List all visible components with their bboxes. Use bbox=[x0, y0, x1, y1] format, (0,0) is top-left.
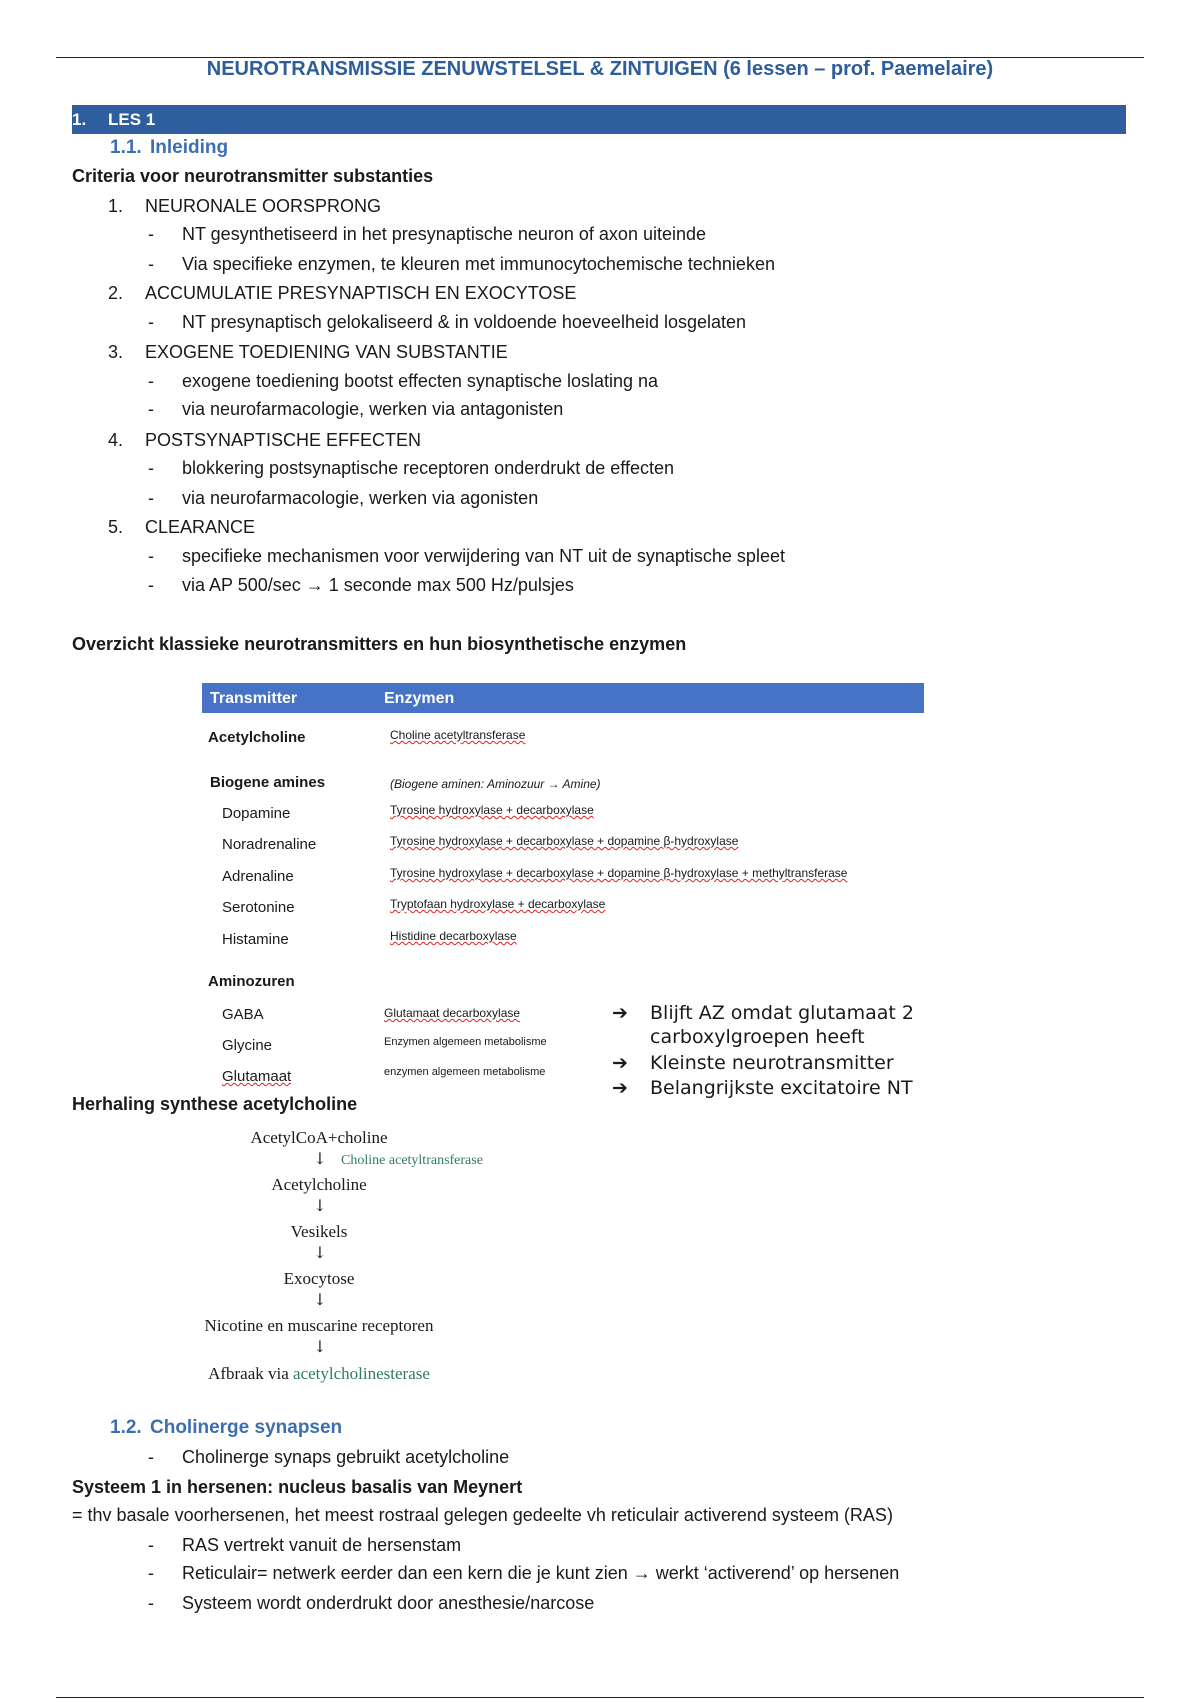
enzyme-text: Tyrosine hydroxylase + decarboxylase + dopamine β-hydroxylase bbox=[390, 834, 739, 848]
system1-bullet: - Systeem wordt onderdrukt door anesthesie/narcose bbox=[148, 1593, 595, 1613]
criterion-bullet: - blokkering postsynaptische receptoren onderdrukt de effecten bbox=[148, 458, 674, 478]
enzyme-text: enzymen algemeen metabolisme bbox=[384, 1066, 546, 1078]
transmitter-name: Dopamine bbox=[222, 805, 291, 822]
transmitter-name: Noradrenaline bbox=[222, 836, 317, 853]
arrow-down-icon: ↓ bbox=[313, 1290, 327, 1309]
biogene-note: (Biogene aminen: Aminozuur → Amine) bbox=[390, 777, 601, 791]
flow-step-afbraak: Afbraak via acetylcholinesterase bbox=[208, 1364, 430, 1383]
arrow-down-icon: ↓ bbox=[313, 1196, 327, 1215]
overview-heading: Overzicht klassieke neurotransmitters en hun biosynthetische enzymen bbox=[72, 634, 687, 654]
enzyme-text: Glutamaat decarboxylase bbox=[384, 1006, 521, 1020]
criterion-bullet: - NT gesynthetiseerd in het presynaptische neuron of axon uiteinde bbox=[148, 224, 707, 244]
system1-heading: Systeem 1 in hersenen: nucleus basalis van Meynert bbox=[72, 1477, 523, 1497]
arrow-down-icon: ↓ bbox=[313, 1337, 327, 1356]
criterion-item: 1. NEURONALE OORSPRONG bbox=[108, 196, 382, 216]
enzyme-text: Histidine decarboxylase bbox=[390, 929, 517, 943]
subsection-inleiding bbox=[110, 137, 228, 159]
arrow-right-icon: ➔ bbox=[612, 1002, 628, 1024]
subsection-label: Inleiding bbox=[150, 137, 229, 158]
subsection-number: 1.1. bbox=[110, 137, 142, 158]
criterion-item: 4. POSTSYNAPTISCHE EFFECTEN bbox=[108, 430, 422, 450]
cholinerge-bullet: - Cholinerge synaps gebruikt acetylcholine bbox=[148, 1447, 510, 1467]
criterion-bullet: - via neurofarmacologie, werken via antagonisten bbox=[148, 399, 564, 419]
table-header-enzymen: Enzymen bbox=[378, 683, 924, 713]
enzyme-text: Choline acetyltransferase bbox=[390, 728, 526, 742]
bottom-rule bbox=[56, 1697, 1144, 1698]
subsection-label: Cholinerge synapsen bbox=[150, 1417, 343, 1438]
transmitter-name: Serotonine bbox=[222, 899, 295, 916]
criterion-bullet: - specifieke mechanismen voor verwijdering van NT uit de synaptische spleet bbox=[148, 546, 785, 566]
criterion-bullet: - via AP 500/sec → 1 seconde max 500 Hz/pulsjes bbox=[148, 575, 574, 595]
criteria-heading: Criteria voor neurotransmitter substanties bbox=[72, 166, 434, 186]
flow-step-vesikels: Vesikels bbox=[290, 1222, 348, 1241]
arrow-right-icon: ➔ bbox=[612, 1052, 628, 1074]
section-label: LES 1 bbox=[108, 110, 156, 129]
group-heading-aminozuren: Aminozuren bbox=[208, 973, 295, 990]
subsection-number: 1.2. bbox=[110, 1417, 142, 1438]
synthesis-heading: Herhaling synthese acetylcholine bbox=[72, 1094, 358, 1114]
system1-bullet: - RAS vertrekt vanuit de hersenstam bbox=[148, 1535, 462, 1555]
transmitter-name: Histamine bbox=[222, 931, 289, 948]
section-heading-les1 bbox=[72, 105, 1126, 134]
document-title: NEUROTRANSMISSIE ZENUWSTELSEL & ZINTUIGEN (6 lessen – prof. Paemelaire) bbox=[206, 58, 994, 80]
transmitter-name: Glutamaat bbox=[222, 1068, 292, 1085]
subsection-cholinerge bbox=[110, 1417, 342, 1439]
flow-step-acetylcholine: Acetylcholine bbox=[271, 1175, 367, 1194]
criterion-bullet: - NT presynaptisch gelokaliseerd & in voldoende hoeveelheid losgelaten bbox=[148, 312, 747, 332]
criterion-item: 3. EXOGENE TOEDIENING VAN SUBSTANTIE bbox=[108, 342, 508, 362]
flow-step-exocytose: Exocytose bbox=[283, 1269, 355, 1288]
enzyme-text: Tyrosine hydroxylase + decarboxylase bbox=[390, 803, 594, 817]
enzyme-text: Tyrosine hydroxylase + decarboxylase + dopamine β-hydroxylase + methyltransferase bbox=[390, 866, 848, 880]
criterion-bullet: - Via specifieke enzymen, te kleuren met immunocytochemische technieken bbox=[148, 254, 775, 274]
section-number: 1. bbox=[72, 110, 87, 129]
transmitter-name: Acetylcholine bbox=[208, 729, 306, 746]
flow-enzyme: Choline acetyltransferase bbox=[341, 1153, 483, 1168]
criterion-item: 2. ACCUMULATIE PRESYNAPTISCH EN EXOCYTOSE bbox=[108, 283, 577, 303]
flow-step-receptoren: Nicotine en muscarine receptoren bbox=[204, 1316, 434, 1335]
enzyme-text: Enzymen algemeen metabolisme bbox=[384, 1036, 547, 1048]
system1-definition: = thv basale voorhersenen, het meest rostraal gelegen gedeelte vh reticulair activerend systeem (RAS) bbox=[72, 1505, 893, 1525]
criterion-bullet: - via neurofarmacologie, werken via agonisten bbox=[148, 488, 539, 508]
system1-bullet: - Reticulair= netwerk eerder dan een kern die je kunt zien → werkt ‘activerend’ op hersenen bbox=[148, 1563, 900, 1583]
flow-step-acetylcoa: AcetylCoA+choline bbox=[250, 1128, 388, 1147]
transmitter-name: Adrenaline bbox=[222, 868, 294, 885]
arrow-down-icon: ↓ bbox=[313, 1243, 327, 1262]
criterion-item: 5. CLEARANCE bbox=[108, 517, 256, 537]
transmitter-name: GABA bbox=[222, 1006, 264, 1023]
arrow-right-icon: ➔ bbox=[612, 1077, 628, 1099]
enzyme-text: Tryptofaan hydroxylase + decarboxylase bbox=[390, 897, 606, 911]
group-heading-biogene: Biogene amines bbox=[210, 774, 326, 791]
criterion-bullet: - exogene toediening bootst effecten synaptische loslating na bbox=[148, 371, 659, 391]
table-header-transmitter: Transmitter bbox=[202, 683, 382, 713]
arrow-down-icon: ↓ bbox=[313, 1149, 327, 1168]
transmitter-name: Glycine bbox=[222, 1037, 273, 1054]
